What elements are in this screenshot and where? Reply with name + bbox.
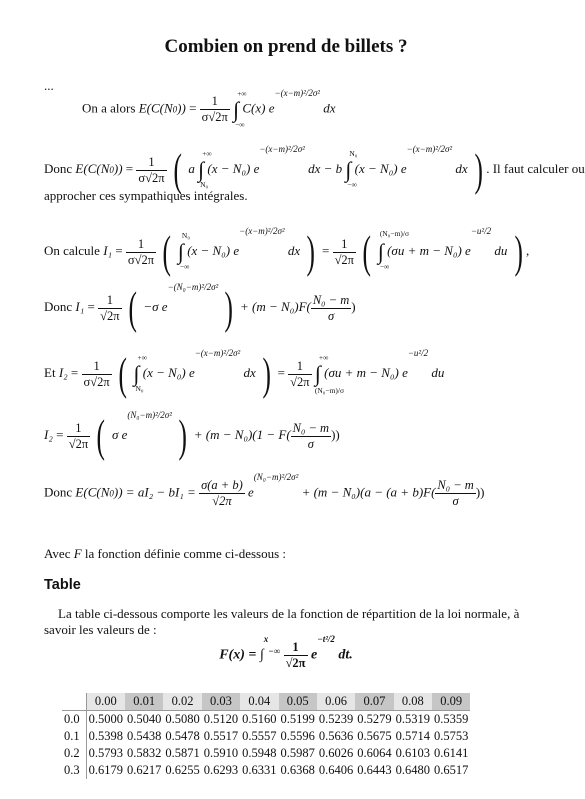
integral-sign: ∫ +∞ −∞ [233, 88, 247, 129]
table-col-header: 0.01 [125, 693, 163, 711]
table-row [62, 762, 470, 779]
table-cell: 0.5160 [242, 712, 277, 726]
table-cell: 0.5557 [242, 729, 277, 743]
table-row-header: 0.0 [62, 711, 86, 729]
table-cell: 0.6368 [280, 763, 315, 777]
equation-expectation: On a alors E(C(N0)) = $\frac{1}{\sigma√2\pi}$ ∫ +∞ −∞ C(x) $e^{-(x-m)^2/2\sigma^2}$ dx [82, 88, 336, 129]
cdf-formula: F(x) = ∫$^{x-\infty}$ $\frac{1}{√2\pi}$ $e^{-t^2/2}$ dt. [219, 634, 353, 670]
table-row [62, 728, 470, 745]
table-col-header: 0.07 [355, 693, 393, 711]
equation-donc-expectation: Donc E(C(N0)) = $\frac{1}{\sigma√2\pi}$ ( a ∫ +∞ N₀ (x − N₀) $e^{-(x-m)^2/2\sigma^2}$ dx − b ∫ N₀ −∞ (x − N₀) $e^{-(x-m)^2/2\sigma^2}$ dx ) . Il faut calculer ou [44, 144, 585, 195]
table-corner [62, 693, 86, 711]
table-col-header: 0.08 [394, 693, 432, 711]
table-row-header: 0.3 [62, 762, 86, 779]
table-cell: 0.5120 [203, 712, 239, 726]
table-row [62, 711, 470, 729]
equation-i2-result: I₂ = $\frac{1}{√2\pi}$ ( σ $e^{(N_0-m)^2/2\sigma^2}$ ) + (m − N₀)(1 − F( $\frac{\text{N₀ − m}}{\sigma}$ )) [44, 410, 340, 461]
table-intro-line-2: savoir les valeurs de : [44, 622, 157, 637]
table-cell: 0.5000 [88, 712, 123, 726]
text-avec-f: Avec F la fonction définie comme ci-dessous : [44, 546, 287, 561]
equation-i1-def: On calcule I₁ = $\frac{1}{\sigma√2\pi}$ ( ∫ N₀ −∞ (x − N₀) $e^{-(x-m)^2/2\sigma^2}$ dx ) = $\frac{1}{√2\pi}$ ( ∫ (N₀−m)/σ −∞ (σu + m − N₀) $e^{-u^2/2}$ du ) , [44, 226, 530, 277]
table-col-header: 0.00 [86, 693, 125, 711]
table-cell: 0.5478 [165, 729, 200, 743]
exponent: −(x−m)²/2σ² [274, 88, 320, 98]
table-col-header: 0.03 [202, 693, 240, 711]
table-row-header: 0.2 [62, 745, 86, 762]
section-heading-table: Table [44, 577, 81, 593]
table-cell: 0.6255 [165, 763, 200, 777]
table-cell: 0.5596 [280, 729, 315, 743]
table-cell: 0.6293 [203, 763, 239, 777]
table-col-header: 0.05 [279, 693, 317, 711]
table-cell: 0.6179 [88, 763, 123, 777]
table-cell: 0.5517 [203, 729, 239, 743]
equation-i1-result: Donc I₁ = $\frac{1}{√2\pi}$ ( −σ $e^{-(N_0-m)^2/2\sigma^2}$ ) + (m − N₀)F( $\frac{\text{N₀ − m}}{\sigma}$ ) [44, 282, 356, 333]
table-cell: 0.5359 [434, 712, 469, 726]
table-cell: 0.5239 [318, 712, 354, 726]
table-cell: 0.6480 [395, 763, 430, 777]
table-cell: 0.5319 [395, 712, 430, 726]
table-cell: 0.6064 [357, 746, 392, 760]
table-cell: 0.5714 [395, 729, 430, 743]
table-intro-line-1: La table ci-dessous comporte les valeurs de la fonction de répartition de la loi normale, à [58, 606, 520, 621]
table-cell: 0.5438 [127, 729, 162, 743]
text-approcher: approcher ces sympathiques intégrales. [44, 188, 248, 203]
table-cell: 0.5199 [280, 712, 315, 726]
table-cell: 0.5832 [127, 746, 162, 760]
normal-distribution-table [62, 693, 470, 779]
table-cell: 0.5080 [165, 712, 200, 726]
equation-i2-def: Et I₂ = $\frac{1}{\sigma√2\pi}$ ( ∫ +∞ N₀ (x − N₀) $e^{-(x-m)^2/2\sigma^2}$ dx ) = $\frac{1}{√2\pi}$ ∫ +∞ (N₀−m)/σ (σu + m − N₀) $e^{-u^2/2}$ du [44, 348, 445, 399]
table-row [62, 745, 470, 762]
fraction-norm: $\frac{1}{\sigma√2\pi}$ [201, 94, 228, 124]
table-cell: 0.6331 [242, 763, 277, 777]
table-cell: 0.6217 [127, 763, 162, 777]
table-cell: 0.6443 [357, 763, 392, 777]
table-cell: 0.5636 [318, 729, 354, 743]
table-cell: 0.6026 [318, 746, 354, 760]
table-cell: 0.5040 [127, 712, 162, 726]
table-col-header: 0.02 [163, 693, 201, 711]
table-row-header: 0.1 [62, 728, 86, 745]
table-cell: 0.5948 [242, 746, 277, 760]
page-title: Combien on prend de billets ? [164, 36, 408, 57]
table-cell: 0.5753 [434, 729, 469, 743]
table-cell: 0.5871 [165, 746, 200, 760]
table-header-row [62, 693, 470, 711]
table-col-header: 0.06 [317, 693, 355, 711]
table-cell: 0.5987 [280, 746, 315, 760]
ellipsis: ... [44, 78, 54, 93]
table-cell: 0.5793 [88, 746, 123, 760]
table-cell: 0.6517 [434, 763, 469, 777]
table-cell: 0.5279 [357, 712, 392, 726]
table-col-header: 0.09 [432, 693, 470, 711]
table-cell: 0.5675 [357, 729, 392, 743]
eq-lhs: E(C(N [138, 100, 173, 116]
table-cell: 0.6103 [395, 746, 430, 760]
table-col-header: 0.04 [240, 693, 278, 711]
table-cell: 0.6406 [318, 763, 354, 777]
table-cell: 0.6141 [434, 746, 469, 760]
equation-final: Donc E(C(N0)) = aI₂ − bI₁ = $\frac{\sigma(a + b)}{√2\pi}$ $e^{(N_0-m)^2/2\sigma^2} + (m - N_0)(a - (a + b)F$( $\frac{\text{N₀ − m}}{\sigma}$ )) [44, 472, 485, 508]
table-cell: 0.5398 [88, 729, 123, 743]
label-on-a-alors: On a alors [82, 100, 136, 116]
table-cell: 0.5910 [203, 746, 239, 760]
